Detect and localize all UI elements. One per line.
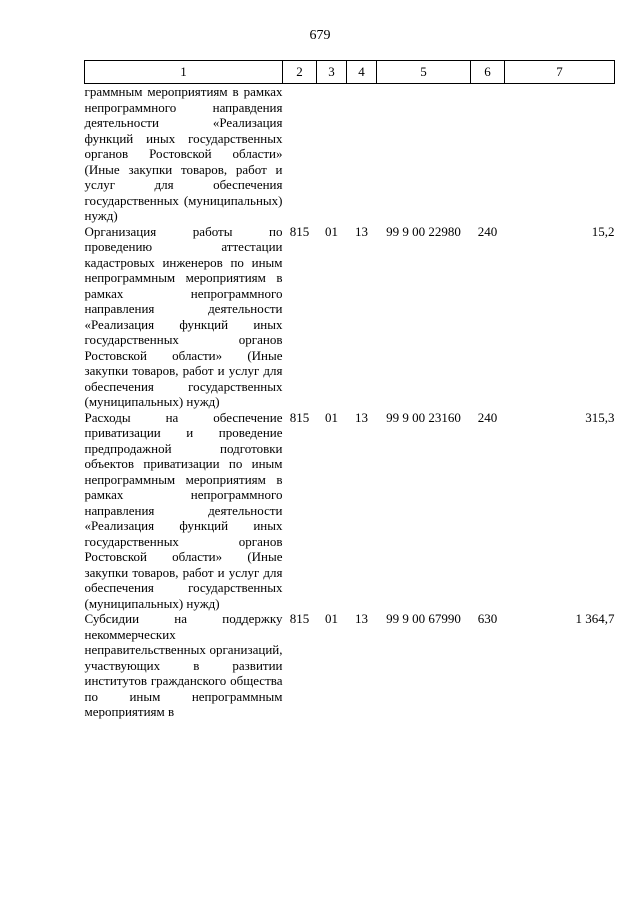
row-code-subsection: 13 (355, 223, 368, 239)
table-row (85, 84, 615, 224)
column-header-1: 1 (85, 61, 283, 84)
row-code-subsection (347, 84, 377, 224)
column-header-5: 5 (377, 61, 471, 84)
budget-table (84, 60, 615, 720)
row-description: Расходы на обеспечение приватизации и проведение предпродажной подготовки объектов приватизации по иным непрограммным мероприятиям в рамках непрограммного направления деятельности «Реализация функций иных государственных органов Ростовской области» (Иные закупки товаров, работ и услуг для обеспечения государственных (муниципальных) нужд) (84, 409, 283, 611)
row-code-ministry: 815 (289, 409, 310, 425)
column-header-4: 4 (347, 61, 377, 84)
table-header-row (85, 61, 615, 84)
row-description: Организация работы по проведению аттестации кадастровых инженеров по иным непрограммным мероприятиям в рамках непрограммного направления деятельности «Реализация функций иных государственных органов Ростовской области» (Иные закупки товаров, работ и услуг для обеспечения государственных (муниципальных) нужд) (84, 223, 283, 409)
row-code-ministry (283, 84, 317, 224)
row-code-section: 01 (325, 409, 338, 425)
row-code-expense-type: 630 (477, 611, 498, 626)
table-row (85, 410, 615, 612)
row-code-expense-type: 240 (477, 409, 498, 425)
row-code-expense-type: 240 (477, 223, 498, 239)
row-code-target (377, 84, 471, 224)
row-code-ministry: 815 (289, 223, 310, 239)
column-header-2: 2 (283, 61, 317, 84)
row-code-section: 01 (325, 611, 338, 626)
row-amount: 315,3 (585, 409, 615, 425)
table-row (85, 224, 615, 410)
table-row (85, 611, 615, 720)
row-code-target: 99 9 00 67990 (386, 611, 461, 626)
row-amount: 15,2 (591, 223, 615, 239)
column-header-3: 3 (317, 61, 347, 84)
row-description: граммным мероприятиям в рамках непрограммного направдения деятельности «Реализация функций иных государственных органов Ростовской области» (Иные закупки товаров, работ и услуг для обеспечения государственных (муниципальных) нужд) (84, 84, 283, 223)
row-code-target: 99 9 00 23160 (386, 409, 461, 425)
column-header-6: 6 (471, 61, 505, 84)
row-code-subsection: 13 (355, 409, 368, 425)
page-number: 679 (309, 28, 331, 43)
row-code-ministry: 815 (289, 611, 310, 626)
column-header-7: 7 (505, 61, 615, 84)
row-code-section: 01 (325, 223, 338, 239)
row-code-section (317, 84, 347, 224)
row-code-expense-type (471, 84, 505, 224)
row-amount (505, 84, 615, 224)
row-code-subsection: 13 (355, 611, 368, 626)
row-description: Субсидии на поддержку некоммерческих неправительственных организаций, участвующих в развитии институтов гражданского общества по иным непрограммным мероприятиям в (84, 611, 283, 719)
row-amount: 1 364,7 (575, 611, 615, 626)
row-code-target: 99 9 00 22980 (386, 223, 461, 239)
